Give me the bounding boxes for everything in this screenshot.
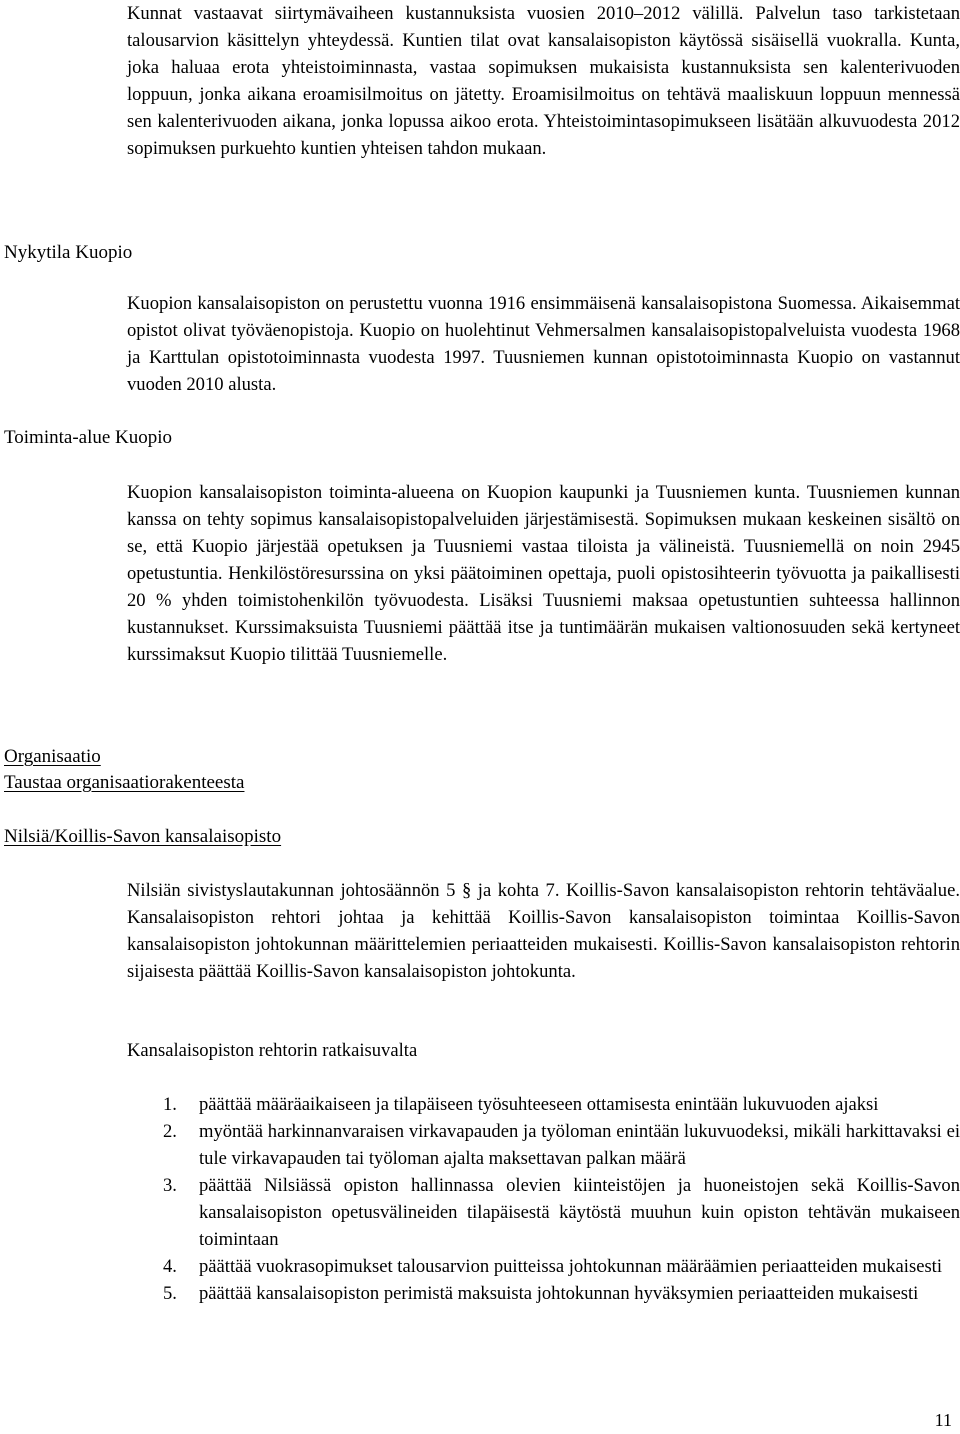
- list-item-number: 2.: [163, 1121, 177, 1142]
- toiminta-alue-paragraph: Kuopion kansalaisopiston toiminta-alueena on Kuopion kaupunki ja Tuusniemen kunta. Tuusniemen kunnan kanssa on tehty sopimus kansalaisopistopalveluiden järjestämisestä. Sopimuksen mukaan keskeinen sisältö on se, että Kuopio järjestää opetuksen ja Tuusniemi vastaa tiloista ja välineistä. Tuusniemellä on noin 2945 opetustuntia. Henkilöstöresurssina on yksi päätoiminen opettaja, puoli opistosihteerin työvuotta ja paikallisesti 20 % yhden toimistohenkilön työvuodesta. Lisäksi Tuusniemi maksaa opetustuntien suhteessa hallinnon kustannukset. Kurssimaksuista Tuusniemi päättää itse ja tuntimäärän mukaisen valtionosuuden sekä kertyneet kurssimaksut Kuopio tilittää Tuusniemelle.: [127, 482, 960, 665]
- list-item: [127, 1118, 960, 1172]
- intro-paragraph: Kunnat vastaavat siirtymävaiheen kustannuksista vuosien 2010–2012 välillä. Palvelun taso tarkistetaan talousarvion käsittelyn yhteydessä. Kuntien tilat ovat kansalaisopiston käytössä sisäisellä vuokralla. Kunta, joka haluaa erota yhteistoiminnasta, vastaa sopimuksen mukaisista kustannuksista sen kalenterivuoden loppuun, jonka aikana eroamisilmoitus on jätetty. Eroamisilmoitus on tehtävä maaliskuun loppuun mennessä sen kalenterivuoden aikana, jonka lopussa aikoo erota. Yhteistoimintasopimukseen lisätään alkuvuodesta 2012 sopimuksen purkuehto kuntien yhteisen tahdon mukaan.: [127, 3, 960, 159]
- nykytila-paragraph: Kuopion kansalaisopiston on perustettu vuonna 1916 ensimmäisenä kansalaisopistona Suomessa. Aikaisemmat opistot olivat työväenopistoja. Kuopio on huolehtinut Vehmersalmen kansalaisopistopalveluista vuodesta 1968 ja Karttulan opistotoiminnasta vuodesta 1997. Tuusniemen kunnan opistotoiminnasta Kuopio on vastannut vuoden 2010 alusta.: [127, 293, 960, 395]
- list-item: [127, 1280, 960, 1307]
- list-intro-block: [127, 1037, 960, 1064]
- toiminta-alue-block: [127, 479, 960, 668]
- heading-nilsia: Nilsiä/Koillis-Savon kansalaisopisto: [4, 826, 282, 847]
- list-item-text: päättää vuokrasopimukset talousarvion puitteissa johtokunnan määräämien periaatteiden mukaisesti: [199, 1256, 943, 1277]
- list-item: [127, 1253, 960, 1280]
- list-item-text: myöntää harkinnanvaraisen virkavapauden ja työloman enintään lukuvuodeksi, mikäli harkittavaksi ei tule virkavapauden tai työloman ajalta maksettavan palkan määrä: [199, 1121, 960, 1169]
- intro-block: [127, 0, 960, 162]
- list-item: [127, 1172, 960, 1253]
- list-item-text: päättää määräaikaiseen ja tilapäiseen työsuhteeseen ottamisesta enintään lukuvuoden ajaksi: [199, 1094, 879, 1115]
- list-item-number: 5.: [163, 1283, 177, 1304]
- heading-nykytila: Nykytila Kuopio: [4, 242, 133, 263]
- list-item-number: 4.: [163, 1256, 177, 1277]
- list-item-text: päättää kansalaisopiston perimistä maksuista johtokunnan hyväksymien periaatteiden mukaisesti: [199, 1283, 919, 1304]
- heading-toiminta-alue: Toiminta-alue Kuopio: [4, 427, 173, 448]
- list-item-number: 1.: [163, 1094, 177, 1115]
- list-item-number: 3.: [163, 1175, 177, 1196]
- nilsia-paragraph: Nilsiän sivistyslautakunnan johtosäännön 5 § ja kohta 7. Koillis-Savon kansalaisopiston rehtorin tehtäväalue. Kansalaisopiston rehtori johtaa ja kehittää Koillis-Savon kansalaisopiston toimintaa Koillis-Savon kansalaisopiston johtokunnan määrittelemien periaatteiden mukaisesti. Koillis-Savon kansalaisopiston rehtorin sijaisesta päättää Koillis-Savon kansalaisopiston johtokunta.: [127, 880, 960, 982]
- heading-organisaatio: Organisaatio: [4, 746, 101, 767]
- page-number: 11: [934, 1410, 952, 1430]
- ratkaisuvalta-list: [127, 1091, 960, 1307]
- list-intro: Kansalaisopiston rehtorin ratkaisuvalta: [127, 1040, 418, 1061]
- nykytila-block: [127, 290, 960, 398]
- list-item: [127, 1091, 960, 1118]
- nilsia-block: [127, 877, 960, 985]
- subheading-taustaa: Taustaa organisaatiorakenteesta: [4, 772, 245, 793]
- list-item-text: päättää Nilsiässä opiston hallinnassa olevien kiinteistöjen ja huoneistojen sekä Koillis-Savon kansalaisopiston opetusvälineiden tilapäisestä käytöstä muuhun kuin opiston tehtävän mukaiseen toimintaan: [199, 1175, 960, 1250]
